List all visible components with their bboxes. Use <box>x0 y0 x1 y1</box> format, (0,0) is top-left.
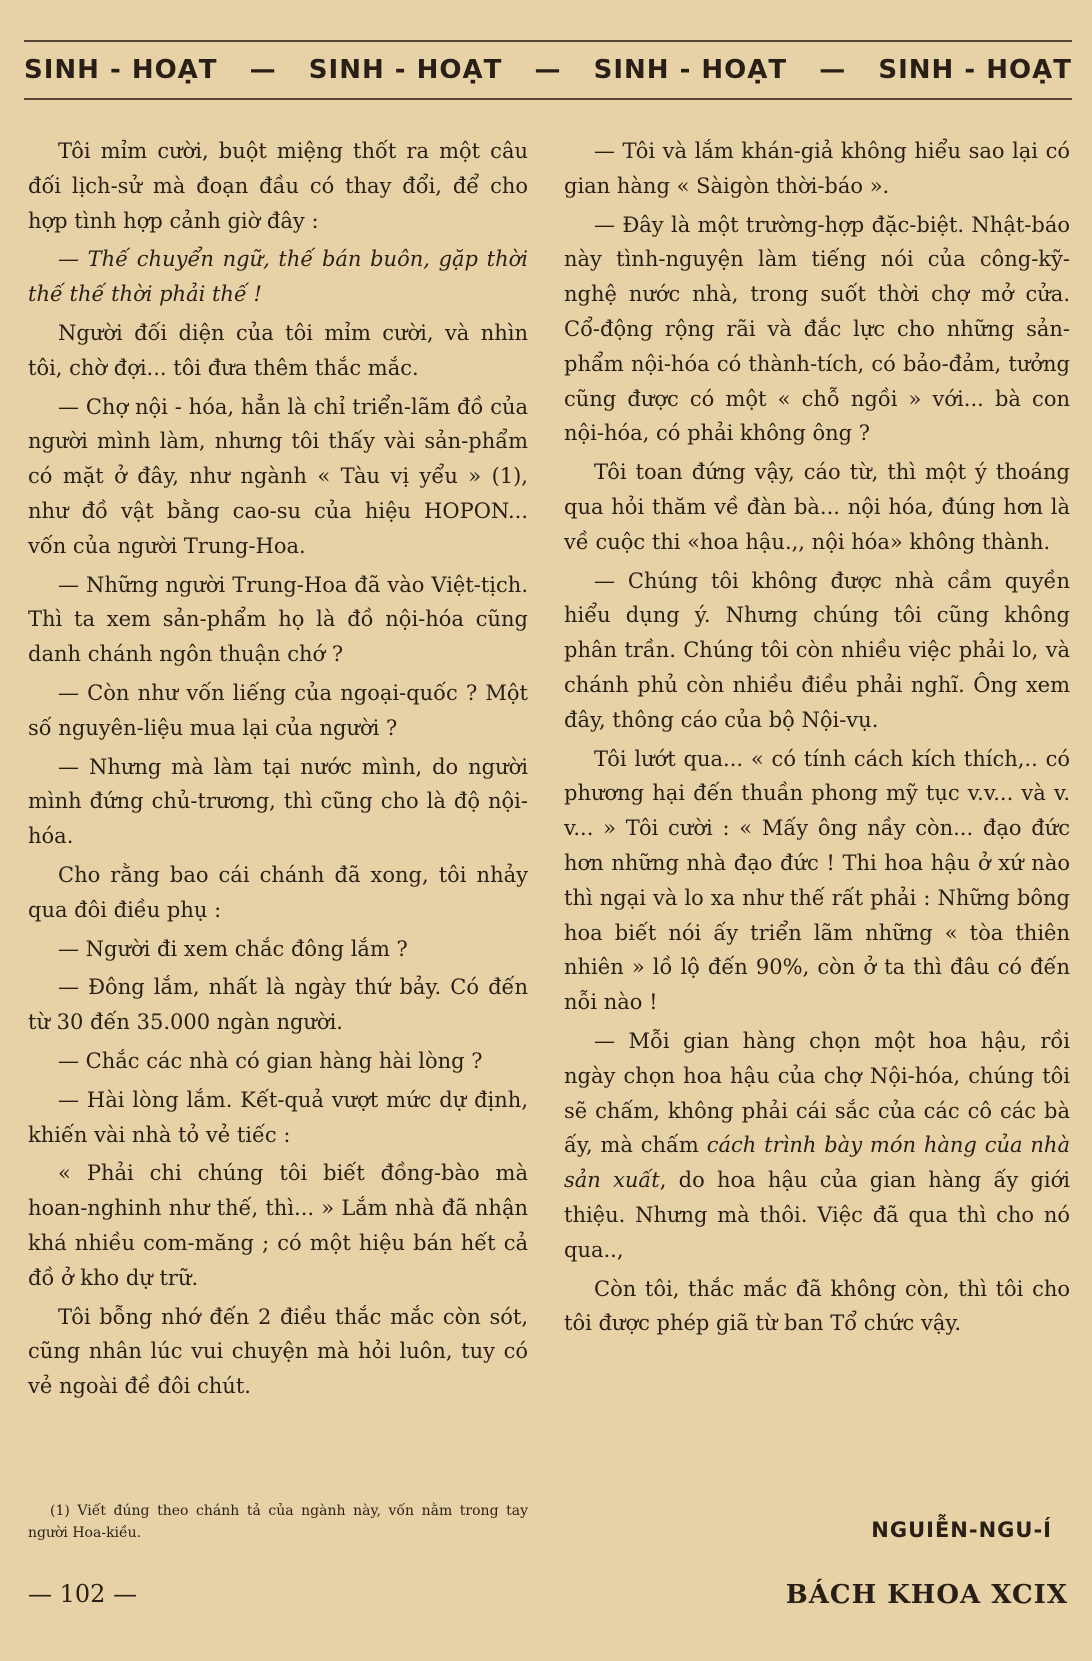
author-signature: NGUIỄN-NGU-Í <box>871 1518 1052 1542</box>
paragraph-italic <box>28 242 528 312</box>
paragraph: Tôi bỗng nhớ đến 2 điều thắc mắc còn sót, cũng nhân lúc vui chuyện mà hỏi luôn, tuy có vẻ ngoài đề đôi chút. <box>28 1304 528 1399</box>
paragraph: Tôi lướt qua... « có tính cách kích thích,.. có phương hại đến thuần phong mỹ tục v.v... và v. v... » Tôi cười : « Mấy ông nầy còn... đạo đức hơn những nhà đạo đức ! Thi hoa hậu ở xứ nào thì ngại và lo xa như thế rất phải : Những bông hoa biết nói ấy triển lãm những « tòa thiên nhiên » lồ lộ đến 90%, còn ở ta thì đâu có đến nỗi nào ! <box>564 746 1070 1015</box>
paragraph: — Những người Trung-Hoa đã vào Việt-tịch. Thì ta xem sản-phẩm họ là đồ nội-hóa cũng danh chánh ngôn thuận chớ ? <box>28 572 528 667</box>
paragraph: Tôi mỉm cười, buột miệng thốt ra một câu đối lịch-sử mà đoạn đầu có thay đổi, để cho hợp tình hợp cảnh giờ đây : <box>28 139 528 233</box>
header-top-rule <box>24 40 1072 42</box>
paragraph: — Đông lắm, nhất là ngày thứ bảy. Có đến từ 30 đến 35.000 ngàn người. <box>28 975 528 1035</box>
header-item: SINH - HOẠT <box>878 55 1072 85</box>
paragraph: Cho rằng bao cái chánh đã xong, tôi nhảy qua đôi điều phụ : <box>28 862 528 922</box>
paragraph: — Nhưng mà làm tại nước mình, do người mình đứng chủ-trương, thì cũng cho là độ nội-hóa. <box>28 754 528 849</box>
header-dash: — <box>534 55 562 85</box>
header-dash: — <box>819 55 847 85</box>
paragraph: — Chắc các nhà có gian hàng hài lòng ? <box>58 1048 483 1073</box>
paragraph: — Hài lòng lắm. Kết-quả vượt mức dự định, khiến vài nhà tỏ vẻ tiếc : <box>28 1087 528 1147</box>
paragraph: — Tôi và lắm khán-giả không hiểu sao lại có gian hàng « Sàigòn thời-báo ». <box>564 139 1070 198</box>
text-run: — Mỗi gian hàng chọn một hoa hậu, rồi ngày chọn hoa hậu của chợ Nội-hóa, chúng tôi sẽ chấm, không phải cái sắc của các cô các bà ấy, mà chấm <box>564 1028 1070 1158</box>
paragraph: — Chợ nội - hóa, hẳn là chỉ triển-lãm đồ của người mình làm, nhưng tôi thấy vài sản-phẩm có mặt ở đây, như ngành « Tàu vị yểu » (1), như đồ vật bằng cao-su của hiệu HOPON... vốn của người Trung-Hoa. <box>28 394 528 558</box>
italic-quote: — Thế chuyển ngữ, thế bán buôn, gặp thời thế thế thời phải thế ! <box>28 247 528 307</box>
running-header <box>24 48 1072 92</box>
paragraph: « Phải chi chúng tôi biết đồng-bào mà hoan-nghinh như thế, thì... » Lắm nhà đã nhận khá nhiều com-măng ; có một hiệu bán hết cả đồ ở kho dự trữ. <box>28 1161 528 1290</box>
header-item: SINH - HOẠT <box>308 55 503 85</box>
magazine-issue: BÁCH KHOA XCIX <box>785 1580 1068 1610</box>
text-run: , do hoa hậu của gian hàng ấy giới thiệu. Nhưng mà thôi. Việc đã qua thì cho nó qua.., <box>564 1168 1070 1262</box>
paragraph: Người đối diện của tôi mỉm cười, và nhìn tôi, chờ đợi... tôi đưa thêm thắc mắc. <box>28 320 528 380</box>
page-number: — 102 — <box>28 1580 138 1608</box>
paragraph: — Còn như vốn liếng của ngoại-quốc ? Một số nguyên-liệu mua lại của người ? <box>28 680 528 740</box>
paragraph: Còn tôi, thắc mắc đã không còn, thì tôi cho tôi được phép giã từ ban Tổ chức vậy. <box>564 1276 1070 1336</box>
paragraph: — Người đi xem chắc đông lắm ? <box>58 936 408 961</box>
paragraph: — Chúng tôi không được nhà cầm quyền hiểu dụng ý. Nhưng chúng tôi cũng không phân trần. Chúng tôi còn nhiều việc phải lo, và chánh phủ còn nhiều điều phải nghĩ. Ông xem đây, thông cáo của bộ Nội-vụ. <box>564 568 1070 732</box>
right-column <box>564 134 1070 1341</box>
header-item: SINH - HOẠT <box>24 55 218 85</box>
header-item: SINH - HOẠT <box>593 55 788 85</box>
paragraph <box>564 1024 1070 1268</box>
italic-phrase: cách trình bày món hàng của nhà sản xuất <box>564 1133 1070 1193</box>
paragraph: — Đây là một trường-hợp đặc-biệt. Nhật-báo này tình-nguyện làm tiếng nói của công-kỹ-nghệ nước nhà, trong suốt thời chợ mở cửa. Cổ-động rộng rãi và đắc lực cho những sản-phẩm nội-hóa có thành-tích, có bảo-đảm, tưởng cũng được có một « chỗ ngồi » với... bà con nội-hóa, có phải không ông ? <box>564 212 1070 446</box>
paragraph: Tôi toan đứng vậy, cáo từ, thì một ý thoáng qua hỏi thăm về đàn bà... nội hóa, đúng hơn là về cuộc thi «hoa hậu.,, nội hóa» không thành. <box>564 460 1070 554</box>
left-column <box>28 134 528 1404</box>
header-dash: — <box>249 55 277 85</box>
footnote: (1) Viết đúng theo chánh tả của ngành này, vốn nằm trong tay người Hoa-kiều. <box>28 1503 528 1541</box>
header-bottom-rule <box>24 98 1072 100</box>
